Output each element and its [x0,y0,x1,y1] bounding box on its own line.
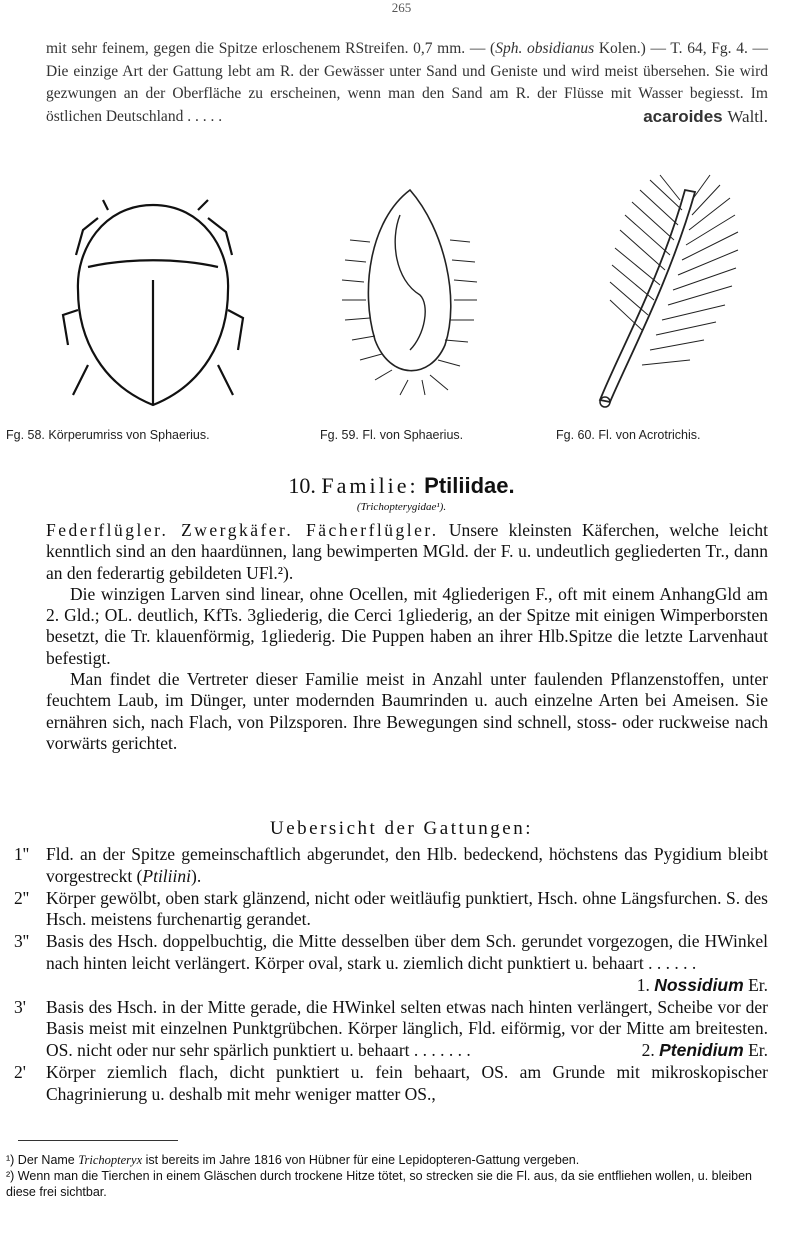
figure-59-caption: Fg. 59. Fl. von Sphaerius. [320,428,464,442]
key-item: 2'' Körper gewölbt, oben stark glänzend, nicht oder weitläufig punktiert, Hsch. ohne Längsfurchen. S. des Hsch. meistens furchenartig gerandet. [14,887,768,930]
footnotes [6,1152,772,1200]
figure-59-wing-sphaerius [330,170,490,420]
figure-60-wing-acrotrichis [570,170,770,420]
figure-58-body-outline [48,170,258,420]
key-item: 3' Basis des Hsch. in der Mitte gerade, die HWinkel selten etwas nach hinten verlängert, Scheibe vor der Basis meist mit einzelnen Punktgrübchen. Körper länglich, Fld. eiförmig, vor der Mitte am breitesten. OS. nicht oder nur sehr spärlich punktiert u. behaart . . . . . . . 2. Ptenidium Er. [14,996,768,1061]
footnote-2: ²) Wenn man die Tierchen in einem Gläschen durch trockene Hitze tötet, so strecken sie die Fl. aus, da sie entfliehen wollen, u. bleiben diese frei sichtbar. [6,1169,752,1199]
key-heading: Uebersicht der Gattungen: [270,818,533,839]
family-synonym: (Trichopterygidae¹). [356,501,447,513]
key-item: 3'' Basis des Hsch. doppelbuchtig, die Mitte desselben über dem Sch. gerundet vorgezogen, die HWinkel nach hinten leicht verlängert. Körper oval, stark u. ziemlich dicht punktiert u. behaart . . . . . . 1. Nossidium Er. [14,931,768,995]
figure-60-caption: Fg. 60. Fl. von Acrotrichis. [556,428,701,442]
figure-58-caption: Fg. 58. Körperumriss von Sphaerius. [6,428,210,442]
footnote-1: ¹) Der Name Trichopteryx ist bereits im Jahre 1816 von Hübner für eine Lepidopteren-Gattung vergeben. [6,1153,580,1167]
genus-key [14,844,768,1106]
family-description: Federflügler. Zwergkäfer. Fächerflügler. Unsere kleinsten Käferchen, welche leicht kenntlich sind an den haardünnen, lang bewimperten MGld. der F. u. undeutlich gegliederten Tr., dann an den federartig gebildeten UFl.²). Die winzigen Larven sind linear, ohne Ocellen, mit 4gliederigen F., oft mit einem AnhangGld am 2. Gld.; OL. deutlich, KfTs. 3gliederig, die Cerci 1gliederig, an der Spitze mit einigen Wimperborsten besetzt, die Tr. klauenförmig, 1gliederig. Die Puppen haben an ihrer Hlb.Spitze die letzte Larvenhaut befestigt. Man findet die Vertreter dieser Familie meist in Anzahl unter faulenden Pflanzenstoffen, unter feuchtem Laub, im Dünger, unter modernden Baumrinden u. auch einzelne Arten bei Ameisen. Sie ernähren sich, nach Flach, von Pilzsporen. Ihre Bewegungen sind schnell, stoss- oder ruckweise nach vorwärts gerichtet. [46,520,768,753]
footnote-rule [18,1140,178,1141]
family-heading: 10. Familie: Ptiliidae. [288,473,515,498]
intro-paragraph: mit sehr feinem, gegen die Spitze erloschenem RStreifen. 0,7 mm. — (Sph. obsidianus Kolen.) — T. 64, Fg. 4. — Die einzige Art der Gattung lebt am R. der Gewässer unter Sand und Geniste und wird meist übersehen. Sie wird gezwungen an der Oberfläche zu erscheinen, wenn man den Sand am R. der Flüsse mit Wasser begiesst. Im östlichen Deutschland . . . . . acaroides Waltl. [46,38,768,128]
key-item: 1'' Fld. an der Spitze gemeinschaftlich abgerundet, den Hlb. bedeckend, höchstens das Pygidium bleibt vorgestreckt (Ptiliini). [14,844,768,886]
species-name: acaroides Waltl. [643,106,768,126]
page-number: 265 [391,0,412,15]
key-item: 2' Körper ziemlich flach, dicht punktiert u. fein behaart, OS. am Grunde mit mikroskopischer Chagrinierung u. deshalb mit mehr weniger matter OS., [14,1061,768,1104]
